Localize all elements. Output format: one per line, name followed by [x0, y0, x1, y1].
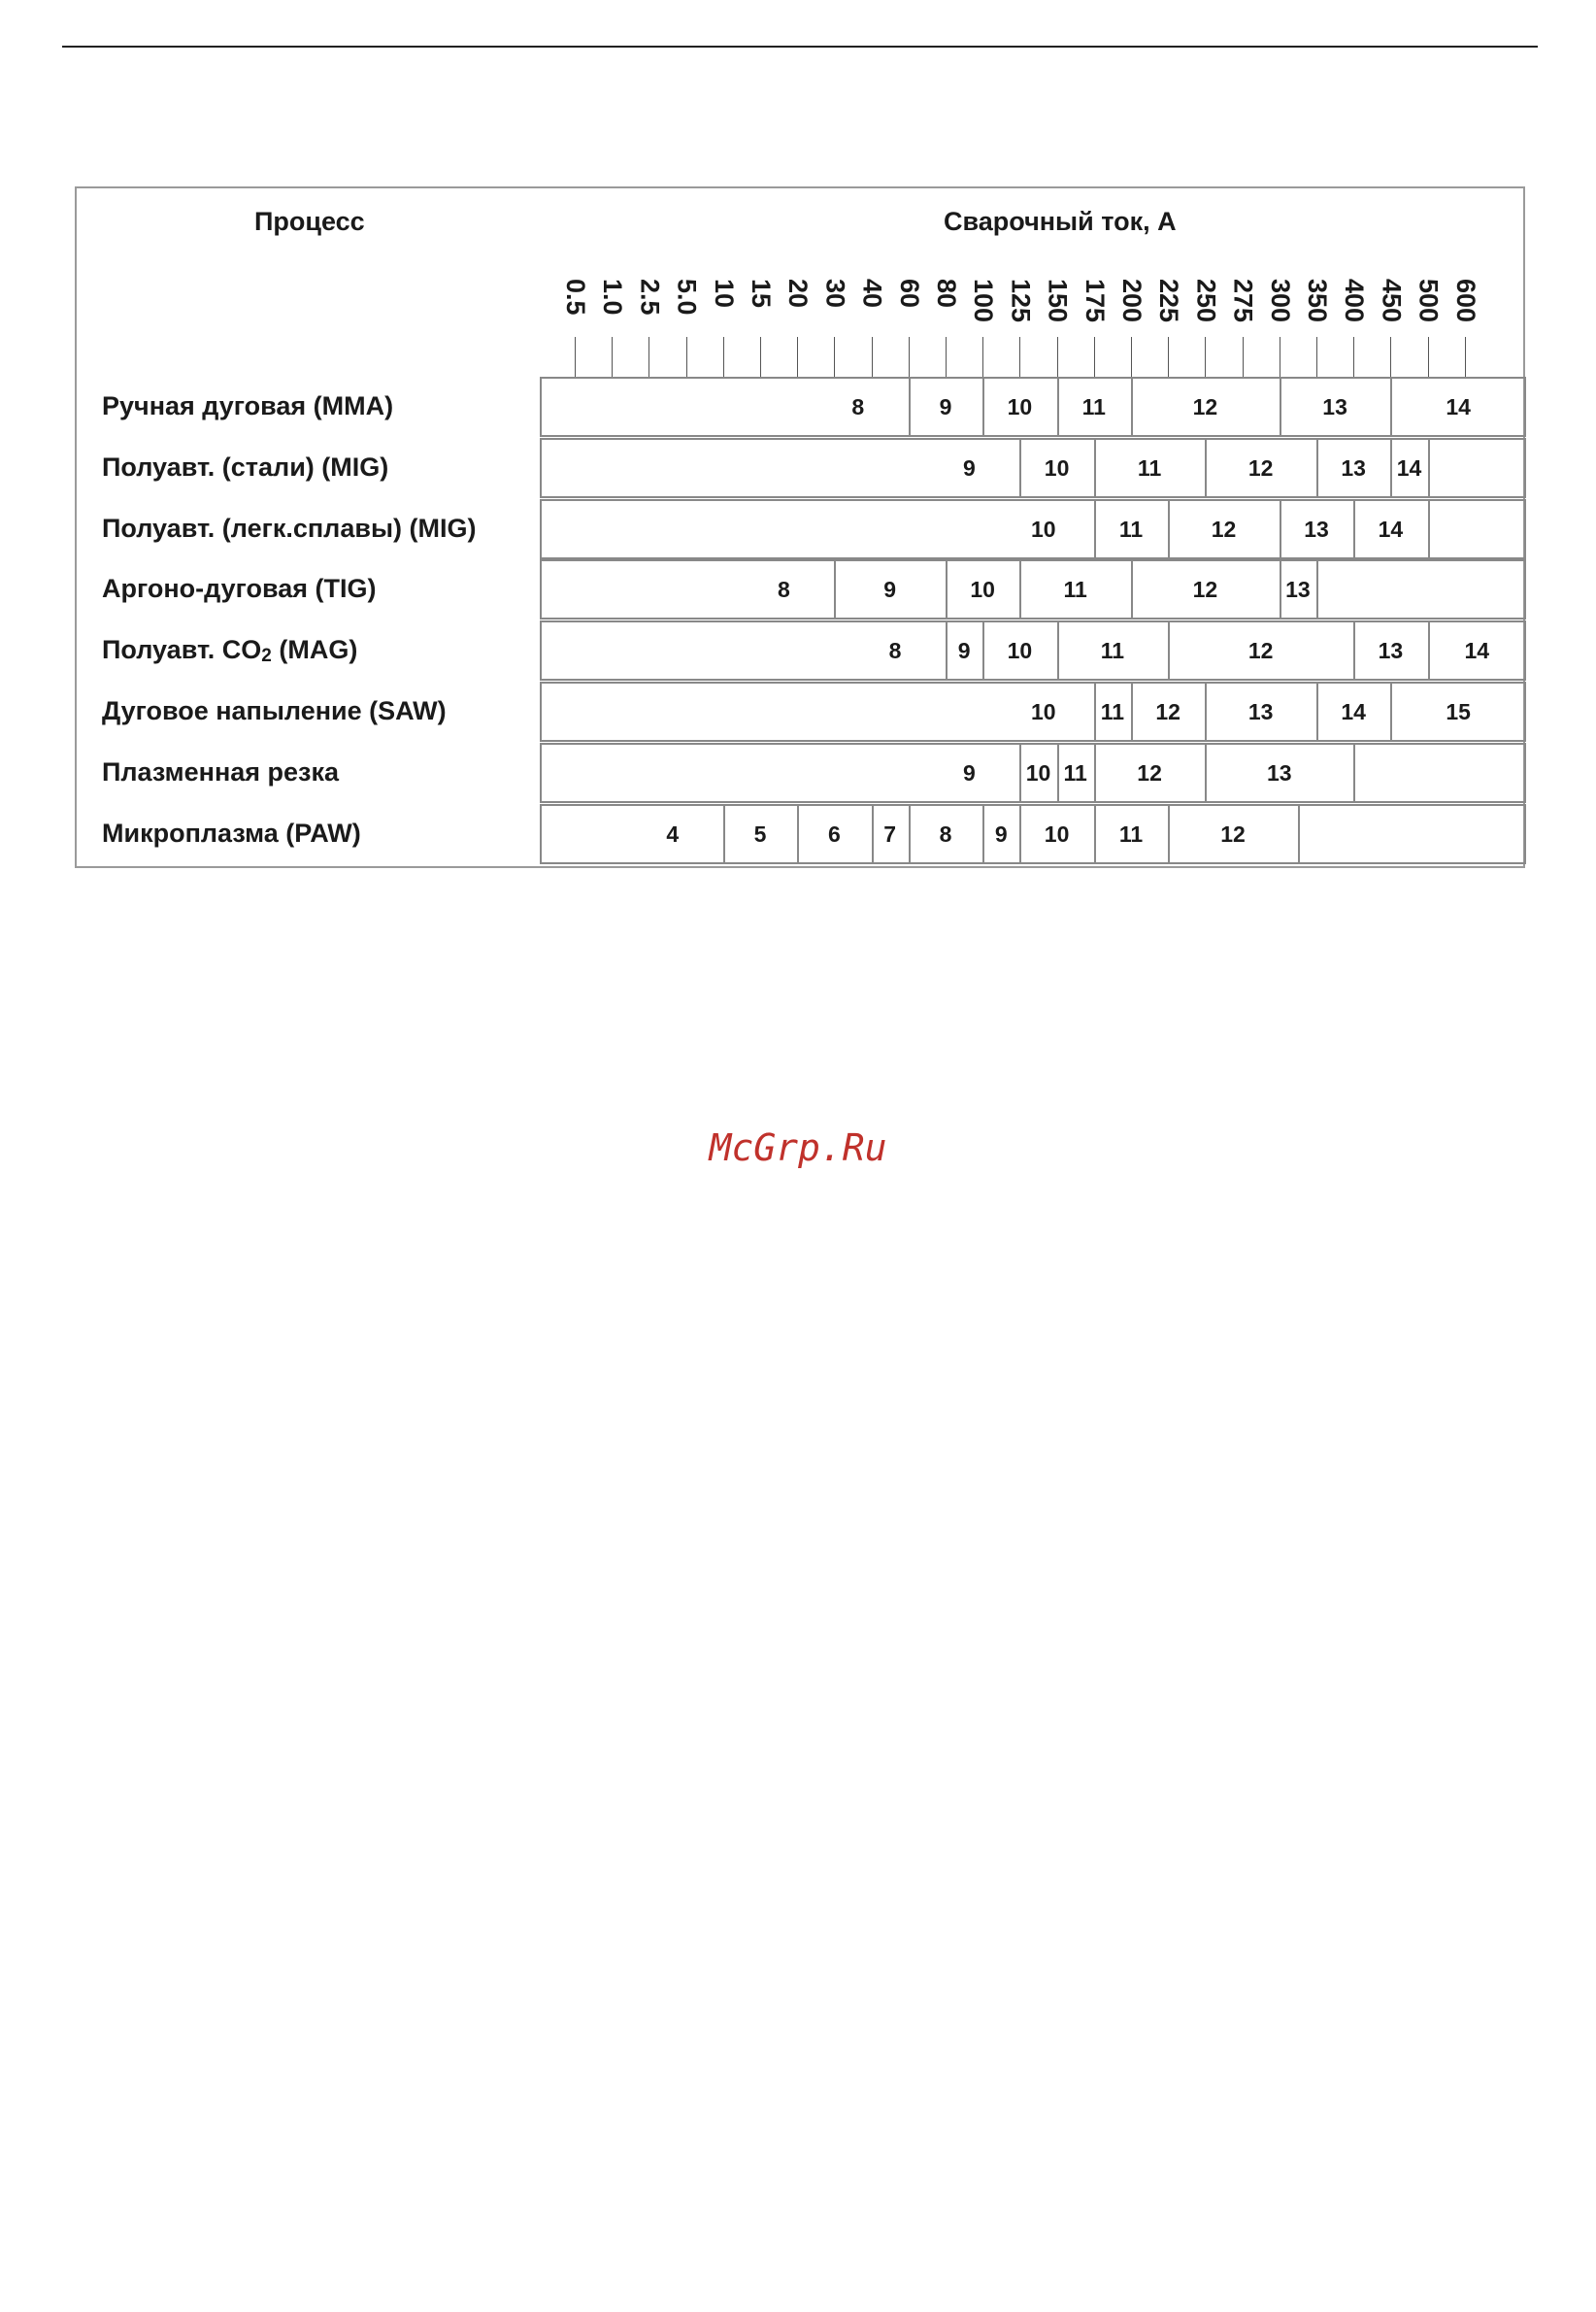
current-header: Сварочный ток, А — [944, 207, 1177, 236]
segment-divider — [909, 379, 911, 435]
shade-number: 7 — [883, 821, 897, 847]
segment-divider — [1316, 684, 1318, 740]
segment-divider — [1428, 622, 1430, 679]
shade-number: 12 — [1137, 759, 1162, 786]
tick-label: 250 — [1191, 279, 1221, 323]
shade-number: 12 — [1155, 699, 1180, 724]
segment-divider — [946, 561, 948, 618]
shade-number: 14 — [1378, 516, 1404, 542]
tick-label: 100 — [969, 279, 999, 323]
segment-divider — [1168, 501, 1170, 557]
range-bar — [540, 499, 1526, 559]
shade-number: 8 — [939, 821, 952, 847]
segment-divider — [1390, 379, 1392, 435]
tick-label: 60 — [894, 279, 924, 309]
shade-number: 12 — [1192, 394, 1218, 419]
shade-number: 12 — [1220, 821, 1246, 847]
shade-number: 12 — [1211, 516, 1237, 542]
shade-number: 13 — [1285, 577, 1311, 603]
shade-number: 9 — [962, 759, 976, 786]
segment-divider — [982, 379, 984, 435]
tick-label: 10 — [709, 279, 739, 309]
shade-number: 13 — [1267, 759, 1292, 786]
tick-label: 1.0 — [598, 279, 628, 316]
segment-divider — [797, 806, 799, 862]
shade-number: 14 — [1396, 454, 1422, 481]
shade-number: 4 — [666, 821, 680, 847]
range-bar — [540, 377, 1526, 437]
shade-number: 9 — [939, 394, 952, 419]
tick-label: 80 — [932, 279, 961, 309]
shade-number: 10 — [1044, 454, 1070, 481]
shade-number: 8 — [851, 394, 865, 419]
segment-divider — [1057, 745, 1059, 801]
shade-number: 12 — [1247, 638, 1274, 664]
segment-divider — [1094, 684, 1096, 740]
process-label-suffix: (MAG) — [271, 635, 358, 665]
range-bar — [540, 804, 1526, 864]
process-label — [102, 635, 357, 667]
range-bar — [540, 559, 1526, 620]
shade-number: 10 — [970, 577, 995, 603]
shade-number: 14 — [1464, 638, 1490, 664]
segment-divider — [909, 806, 911, 862]
process-label: Полуавт. (легк.сплавы) (MIG) — [102, 513, 477, 543]
process-label: Плазменная резка — [102, 756, 339, 787]
segment-divider — [1094, 501, 1096, 557]
segment-divider — [1353, 501, 1355, 557]
tick-label: 400 — [1340, 279, 1370, 323]
shade-number: 10 — [1025, 759, 1051, 786]
tick-label: 350 — [1303, 279, 1332, 323]
segment-divider — [1205, 440, 1207, 496]
shade-number: 9 — [957, 638, 971, 664]
segment-divider — [1390, 684, 1392, 740]
segment-divider — [1057, 379, 1059, 435]
shade-number: 6 — [827, 821, 841, 847]
shade-number: 10 — [1007, 638, 1033, 664]
shade-number: 9 — [883, 577, 897, 603]
tick-label: 2.5 — [635, 279, 665, 316]
tick-label: 5.0 — [672, 279, 702, 316]
shade-number: 10 — [1031, 516, 1056, 542]
shade-number: 9 — [994, 821, 1008, 847]
shade-number: 13 — [1247, 699, 1274, 724]
process-label-text: Полуавт. CO — [102, 635, 262, 665]
process-label: Аргоно-дуговая (TIG) — [102, 574, 377, 604]
segment-divider — [946, 622, 948, 679]
shade-number: 11 — [1118, 516, 1144, 542]
segment-divider — [872, 806, 874, 862]
tick-label: 600 — [1450, 279, 1480, 323]
segment-divider — [1131, 684, 1133, 740]
segment-divider — [1205, 684, 1207, 740]
segment-divider — [1280, 379, 1281, 435]
shade-number: 10 — [1044, 821, 1070, 847]
shade-number: 11 — [1063, 577, 1087, 603]
shade-number: 13 — [1304, 516, 1329, 542]
process-header: Процесс — [254, 207, 365, 236]
shade-number: 11 — [1063, 759, 1087, 786]
shade-number: 9 — [962, 454, 976, 481]
watermark: McGrp.Ru — [709, 1126, 887, 1169]
shade-number: 12 — [1192, 577, 1218, 603]
tick-label: 150 — [1043, 279, 1073, 323]
tick-label: 30 — [820, 279, 850, 309]
segment-divider — [1428, 440, 1430, 496]
shade-number: 14 — [1341, 699, 1366, 724]
tick-label: 15 — [747, 279, 776, 309]
segment-divider — [1316, 561, 1318, 618]
tick-label: 450 — [1377, 279, 1407, 323]
tick-label: 275 — [1228, 279, 1258, 323]
process-label: Микроплазма (PAW) — [102, 818, 361, 848]
range-bar — [540, 682, 1526, 742]
process-label: Ручная дуговая (MMA) — [102, 391, 394, 420]
segment-divider — [1168, 806, 1170, 862]
segment-divider — [1298, 806, 1300, 862]
segment-divider — [1316, 440, 1318, 496]
segment-divider — [1353, 745, 1355, 801]
process-label-subscript: 2 — [261, 646, 272, 667]
shade-number: 13 — [1322, 394, 1347, 419]
shade-number: 10 — [1007, 394, 1033, 419]
shade-number: 11 — [1137, 454, 1162, 481]
segment-divider — [982, 806, 984, 862]
segment-divider — [1428, 501, 1430, 557]
segment-divider — [1057, 622, 1059, 679]
segment-divider — [982, 622, 984, 679]
segment-divider — [1280, 501, 1281, 557]
process-label: Дуговое напыление (SAW) — [102, 696, 447, 725]
segment-divider — [1205, 745, 1207, 801]
segment-divider — [1019, 745, 1021, 801]
tick-label: 125 — [1006, 279, 1036, 323]
segment-divider — [1390, 440, 1392, 496]
shade-number: 11 — [1100, 638, 1125, 664]
shade-number: 13 — [1341, 454, 1366, 481]
tick-label: 0.5 — [561, 279, 590, 316]
segment-divider — [1353, 622, 1355, 679]
segment-divider — [1094, 440, 1096, 496]
shade-number: 10 — [1031, 699, 1056, 724]
segment-divider — [723, 806, 725, 862]
segment-divider — [834, 561, 836, 618]
shade-number: 14 — [1446, 394, 1471, 419]
tick-label: 20 — [783, 279, 814, 309]
shade-number: 15 — [1446, 699, 1471, 724]
shade-number: 5 — [753, 821, 767, 847]
segment-divider — [1131, 379, 1133, 435]
shade-number: 11 — [1100, 699, 1125, 724]
segment-divider — [1168, 622, 1170, 679]
shade-number: 8 — [777, 577, 790, 603]
tick-label: 200 — [1117, 279, 1147, 323]
segment-divider — [1094, 806, 1096, 862]
tick-label: 500 — [1413, 279, 1444, 323]
tick-label: 175 — [1080, 279, 1110, 323]
segment-divider — [1019, 440, 1021, 496]
shade-number: 13 — [1378, 638, 1404, 664]
range-bar — [540, 743, 1526, 803]
segment-divider — [1280, 561, 1281, 618]
segment-divider — [1131, 561, 1133, 618]
top-rule — [62, 46, 1538, 48]
range-bar — [540, 620, 1526, 681]
process-label: Полуавт. (стали) (MIG) — [102, 452, 389, 482]
tick-label: 40 — [857, 279, 887, 309]
segment-divider — [1019, 806, 1021, 862]
tick-label: 225 — [1154, 279, 1184, 323]
shade-number: 11 — [1081, 394, 1106, 419]
segment-divider — [1019, 561, 1021, 618]
tick-label: 300 — [1265, 279, 1295, 323]
shade-number: 11 — [1118, 821, 1144, 847]
shade-number: 8 — [888, 638, 902, 664]
range-bar — [540, 438, 1526, 498]
segment-divider — [1094, 745, 1096, 801]
shade-number: 12 — [1247, 454, 1274, 481]
